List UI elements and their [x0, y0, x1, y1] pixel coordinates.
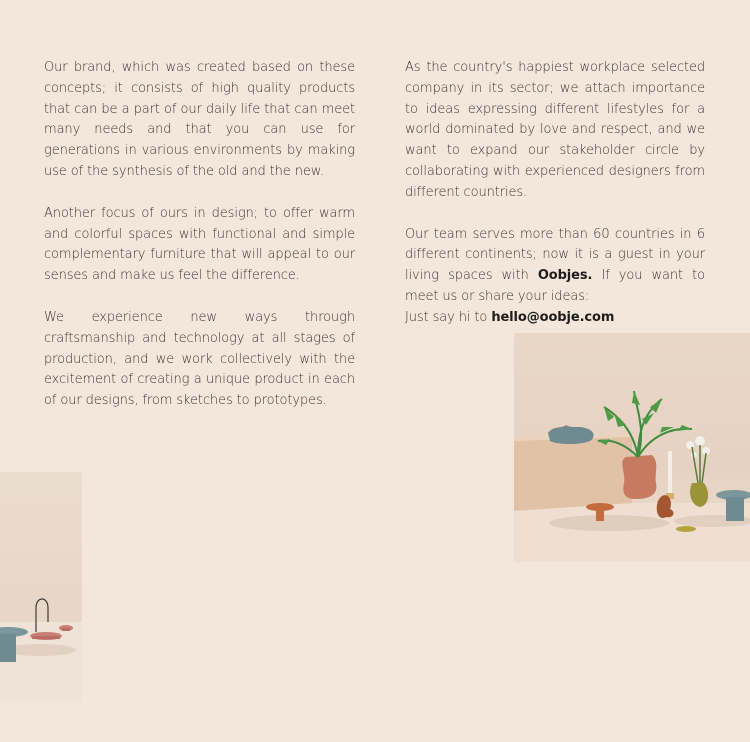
email-link[interactable]: hello@oobje.com [491, 309, 615, 325]
product-scene-illustration [514, 333, 750, 562]
product-photo-side-tables [0, 472, 82, 701]
greeting-text: Just say hi to [405, 309, 492, 325]
right-paragraph-workplace: As the country's happiest workplace selected company in its sector; we attach importance to ideas expressing different lifestyles for a world dominated by love and respect, and we want to expand our stakeholder circle by collaborating with experienced designers from different countries. [405, 60, 705, 200]
left-paragraph-craftsmanship: We experience new ways through craftsmanship and technology at all stages of production, and we work collectively with the excitement of creating a unique product in each of our designs, from sketches to prototypes. [44, 309, 355, 409]
side-tables-illustration [0, 472, 82, 701]
share-ideas-text: If you want to meet us or share your ideas: [405, 268, 705, 304]
left-paragraph-concepts: Our brand, which was created based on these concepts; it consists of high quality products that can be a part of our daily life that can meet many needs and that you can use for generations in various environments by making use of the synthesis of the old and the new. [44, 60, 355, 179]
brand-name: Oobjes. [537, 268, 593, 284]
right-text-column [405, 58, 705, 350]
left-text-column [44, 58, 355, 433]
right-paragraph-team [405, 225, 705, 329]
product-photo-plant-vase [514, 333, 750, 562]
left-paragraph-design-focus: Another focus of ours in design; to offer warm and colorful spaces with functional and simple complementary furniture that will appeal to our senses and make us feel the difference. [44, 205, 355, 284]
team-text: Our team serves more than 60 countries in 6 different continents; now it is a guest in your living spaces with [405, 226, 705, 284]
